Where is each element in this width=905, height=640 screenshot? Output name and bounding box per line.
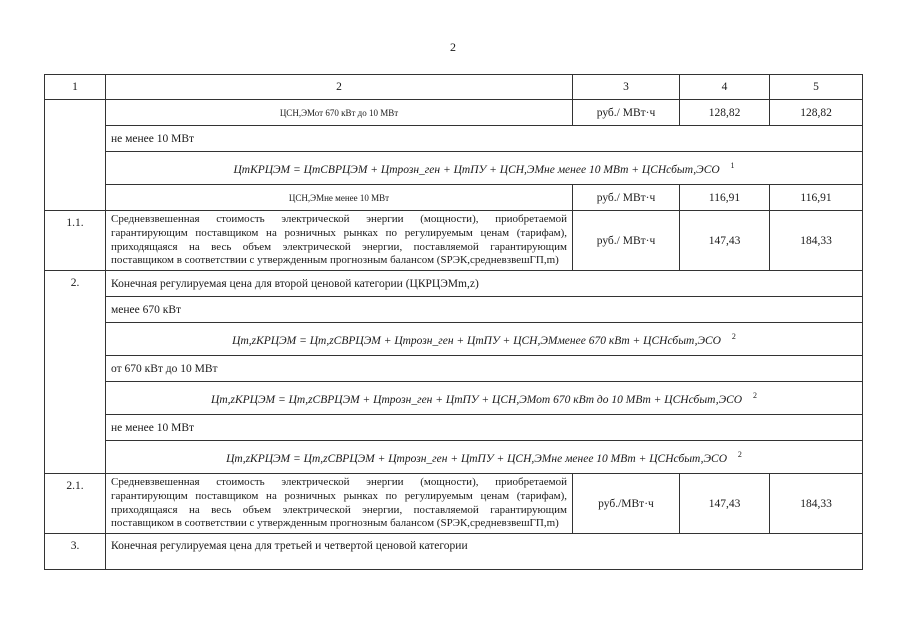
subcategory-label: не менее 10 МВт xyxy=(106,126,863,152)
value-col5: 184,33 xyxy=(770,211,863,271)
formula-cell xyxy=(106,382,863,415)
table-row xyxy=(45,534,863,570)
value-col5: 128,82 xyxy=(770,100,863,126)
table-row xyxy=(45,271,863,297)
table-row xyxy=(45,382,863,415)
header-cell-2: 2 xyxy=(106,75,573,100)
value-col4: 147,43 xyxy=(680,474,770,534)
row-number: 2. xyxy=(45,271,106,474)
value-col4: 116,91 xyxy=(680,185,770,211)
component-label: ЦСН,ЭМне менее 10 МВт xyxy=(106,185,573,211)
row-number: 1.1. xyxy=(45,211,106,271)
table-row xyxy=(45,152,863,185)
subcategory-label: от 670 кВт до 10 МВт xyxy=(106,356,863,382)
value-col5: 116,91 xyxy=(770,185,863,211)
subcategory-label: не менее 10 МВт xyxy=(106,415,863,441)
table-row xyxy=(45,126,863,152)
page-number: 2 xyxy=(450,40,456,54)
row-number-cell xyxy=(45,100,106,211)
description-text: Средневзвешенная стоимость электрической энергии (мощности), приобретаемой гарантирующим поставщиком на розничных рынках по регулируемым ценам (тарифам), приходящаяся на весь объем электрической энергии, поставляемой гарантирующим поставщиком в соответствии с утвержденным прогнозным балансом (SРЭК,средневзвешГП,m) xyxy=(106,211,573,271)
formula-cell xyxy=(106,323,863,356)
formula-text: Цm,zКРЦЭМ = Цm,zСВРЦЭМ + Цmрозн_ген + ЦmПУ + ЦСН,ЭМменее 670 кВт + ЦСНсбыт,ЭСО xyxy=(232,334,721,347)
tariff-table xyxy=(44,74,863,570)
table-row xyxy=(45,415,863,441)
unit-cell: руб./ МВт·ч xyxy=(573,185,680,211)
formula-cell xyxy=(106,152,863,185)
footnote-mark: 2 xyxy=(752,390,757,400)
formula-text: ЦmКРЦЭМ = ЦmСВРЦЭМ + Цmрозн_ген + ЦmПУ + ЦСН,ЭМне менее 10 МВт + ЦСНсбыт,ЭСО xyxy=(233,163,720,176)
header-cell-5: 5 xyxy=(770,75,863,100)
formula-cell xyxy=(106,441,863,474)
header-cell-3: 3 xyxy=(573,75,680,100)
formula-text: Цm,zКРЦЭМ = Цm,zСВРЦЭМ + Цmрозн_ген + ЦmПУ + ЦСН,ЭМне менее 10 МВт + ЦСНсбыт,ЭСО xyxy=(226,452,728,465)
header-cell-4: 4 xyxy=(680,75,770,100)
unit-cell: руб./ МВт·ч xyxy=(573,100,680,126)
value-col5: 184,33 xyxy=(770,474,863,534)
footnote-mark: 2 xyxy=(737,449,742,459)
table-row xyxy=(45,297,863,323)
table-row xyxy=(45,100,863,126)
row-number: 3. xyxy=(45,534,106,570)
category-title: Конечная регулируемая цена для третьей и четвертой ценовой категории xyxy=(106,534,863,570)
value-col4: 128,82 xyxy=(680,100,770,126)
header-row xyxy=(45,75,863,100)
table-row xyxy=(45,211,863,271)
unit-cell: руб./МВт·ч xyxy=(573,474,680,534)
header-cell-1: 1 xyxy=(45,75,106,100)
subcategory-label: менее 670 кВт xyxy=(106,297,863,323)
unit-cell: руб./ МВт·ч xyxy=(573,211,680,271)
formula-text: Цm,zКРЦЭМ = Цm,zСВРЦЭМ + Цmрозн_ген + ЦmПУ + ЦСН,ЭМот 670 кВт до 10 МВт + ЦСНсбыт,ЭСО xyxy=(211,393,743,406)
footnote-mark: 1 xyxy=(730,160,735,170)
category-title: Конечная регулируемая цена для второй ценовой категории (ЦКРЦЭМm,z) xyxy=(106,271,863,297)
table-row xyxy=(45,356,863,382)
table-row xyxy=(45,185,863,211)
row-number: 2.1. xyxy=(45,474,106,534)
value-col4: 147,43 xyxy=(680,211,770,271)
table-row xyxy=(45,441,863,474)
table-row xyxy=(45,474,863,534)
description-text: Средневзвешенная стоимость электрической энергии (мощности), приобретаемой гарантирующим поставщиком на розничных рынках по регулируемым ценам (тарифам), приходящаяся на весь объем электрической энергии, поставляемой гарантирующим поставщиком в соответствии с утвержденным прогнозным балансом (SРЭК,средневзвешГП,m) xyxy=(106,474,573,534)
table-row xyxy=(45,323,863,356)
footnote-mark: 2 xyxy=(731,331,736,341)
component-label: ЦСН,ЭМот 670 кВт до 10 МВт xyxy=(106,100,573,126)
